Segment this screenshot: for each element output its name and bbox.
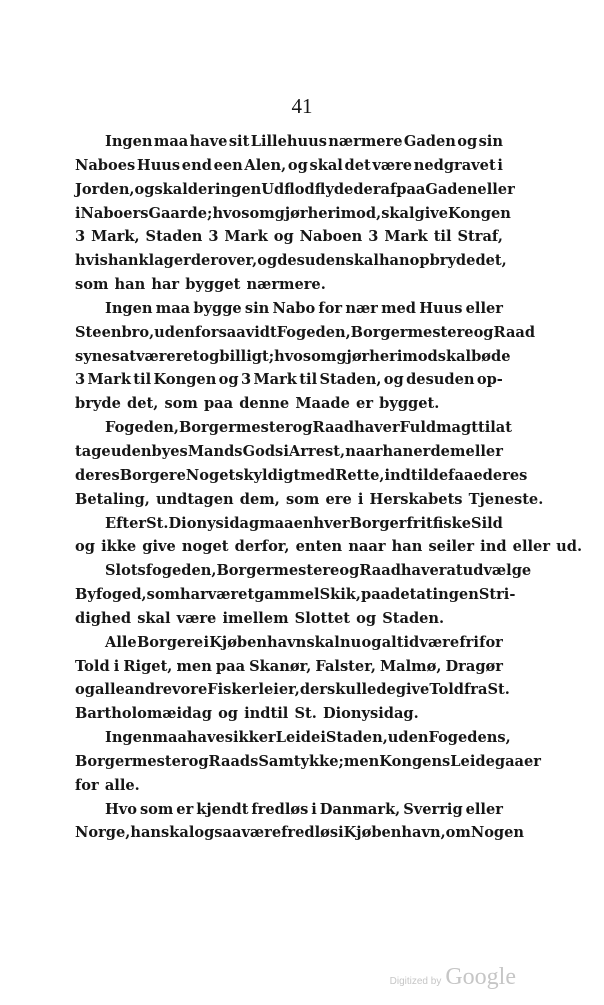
- paragraph-line: Borgermester og Raads Samtykke; men Kongens Leide gaaer: [75, 752, 541, 770]
- body-text: [75, 130, 583, 845]
- paragraph-line: og ikke give noget derfor, enten naar han seiler ind eller ud.: [75, 538, 583, 556]
- paragraph-line: dighed skal være imellem Slottet og Staden.: [75, 609, 445, 627]
- paragraph-line: Byfoged, som har været gammel Skik, paa det at ingen Stri-: [75, 586, 516, 604]
- paragraph-line: Told i Riget, men paa Skanør, Falster, Malmø, Dragør: [75, 657, 503, 675]
- paragraph-line: Hvo som er kjendt fredløs i Danmark, Sverrig eller: [105, 800, 503, 818]
- paragraph-line: Ingen maa have sikker Leide i Staden, uden Fogedens,: [105, 729, 511, 747]
- paragraph-line: Alle Borgere i Kjøbenhavn skal nu og altid være fri for: [105, 633, 503, 651]
- paragraph-line: og alle andre vore Fiskerleier, der skulle de give Told fra St.: [75, 681, 510, 699]
- paragraph-line: for alle.: [75, 776, 140, 794]
- paragraph-line: tage udenbyes Mands Gods i Arrest, naar han er dem eller: [75, 442, 503, 460]
- paragraph-line: Fogeden, Borgermester og Raad haver Fuldmagt til at: [105, 419, 512, 437]
- paragraph-line: Steenbro, uden forsaavidt Fogeden, Borgermestere og Raad: [75, 323, 536, 341]
- paragraph-line: Jorden, og skal der ingen Udflod flyde deraf paa Gaden eller: [75, 180, 515, 198]
- paragraph-line: bryde det, som paa denne Maade er bygget.: [75, 395, 440, 413]
- paragraph-line: Efter St. Dionysidag maa enhver Borger frit fiske Sild: [105, 514, 503, 532]
- paragraph-line: Ingen maa have sit Lillehuus nærmere Gaden og sin: [105, 133, 503, 150]
- paragraph-line: deres Borgere Noget skyldigt med Rette, indtil de faae deres: [75, 466, 528, 484]
- paragraph-line: Naboes Huus end een Alen, og skal det være nedgravet i: [75, 156, 503, 174]
- google-logo: Google: [445, 964, 516, 990]
- paragraph-line: synes at være ret og billigt; hvo som gjør herimod skal bøde: [75, 347, 511, 365]
- paragraph-line: 3 Mark til Kongen og 3 Mark til Staden, og desuden op-: [75, 371, 503, 389]
- paragraph-line: Ingen maa bygge sin Nabo for nær med Huus eller: [105, 299, 503, 317]
- paragraph-line: Slotsfogeden, Borgermestere og Raad haver at udvælge: [105, 562, 532, 580]
- paragraph-line: i Naboers Gaarde; hvo som gjør herimod, skal give Kongen: [75, 204, 511, 222]
- paragraph-line: Norge, han skal ogsaa være fredløs i Kjøbenhavn, om Nogen: [75, 824, 525, 842]
- paragraph-line: 3 Mark, Staden 3 Mark og Naboen 3 Mark til Straf,: [75, 228, 503, 246]
- paragraph-line: Bartholomæidag og indtil St. Dionysidag.: [75, 705, 419, 723]
- digitized-by-google-watermark: [390, 964, 516, 991]
- paragraph-line: som han har bygget nærmere.: [75, 276, 326, 294]
- paragraph-line: hvis han klager derover, og desuden skal han opbryde det,: [75, 252, 507, 270]
- page-number: 41: [291, 94, 313, 118]
- watermark-prefix: Digitized by: [389, 976, 442, 987]
- paragraph-line: Betaling, undtagen dem, som ere i Herskabets Tjeneste.: [75, 490, 544, 508]
